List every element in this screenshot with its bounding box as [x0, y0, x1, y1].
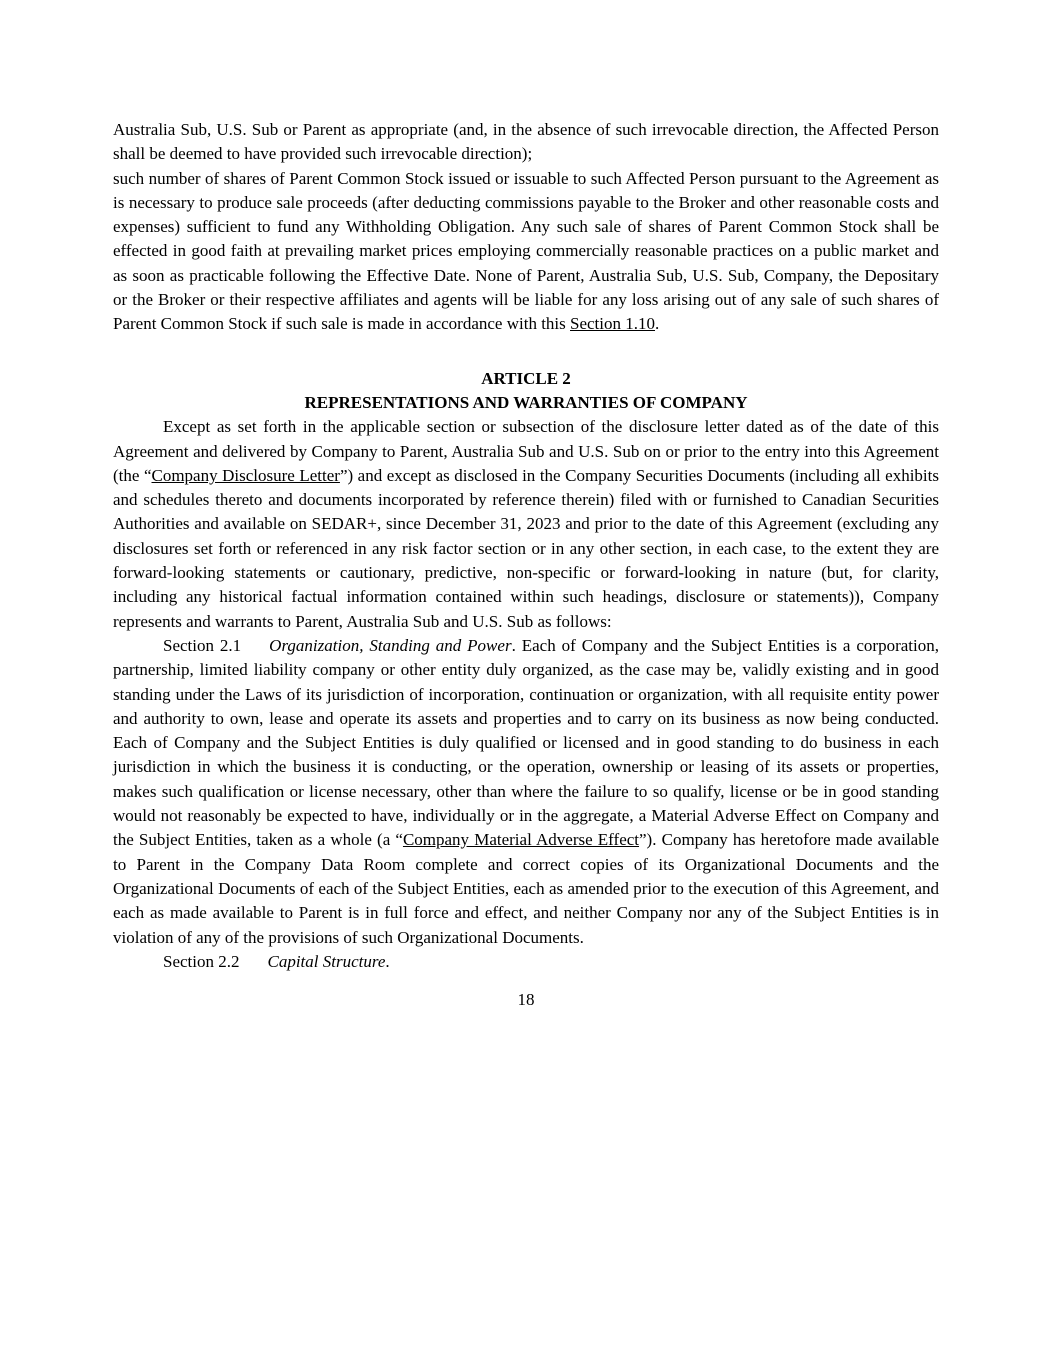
section-1-10-cross-reference: Section 1.10 [570, 314, 656, 334]
section-2-1-body-continued: ”). Company has heretofore made available to Parent in the Company Data Room complete and correct copies of its Organizational Documents and the Organizational Documents of each of the Subject Entities, each as amended prior to the execution of this Agreement, and each as made available to Parent is in full force and effect, and neither Company nor any of the Subject Entities is in violation of any of the provisions of such Organizational Documents. [113, 830, 939, 947]
page-number: 18 [517, 990, 535, 1010]
lead-in-text: Except as set forth in the applicable section or subsection of the disclosure letter dated as of the date of this Agreement and delivered by Company to Parent, Australia Sub and U.S. Sub on or prior to the entry into this Agreement (the “ [113, 417, 939, 485]
defined-term-company-material-adverse-effect: Company Material Adverse Effect [402, 830, 640, 850]
section-2-2-label: Section 2.2 [163, 951, 240, 971]
article-title: REPRESENTATIONS AND WARRANTIES OF COMPANY [304, 392, 748, 412]
lead-in-text-continued: ”) and except as disclosed in the Company Securities Documents (including all exhibits and schedules thereto and documents incorporated by reference therein) filed with or furnished to Canadian Securities Authorities and available on SEDAR+, since December 31, 2023 and prior to the date of this Agreement (excluding any disclosures set forth or referenced in any risk factor section or in any other section, in each case, to the extent they are forward-looking statements or cautionary, predictive, non-specific or forward-looking in nature (but, for clarity, including any historical factual information contained within such headings, disclosure or statements)), Company represents and warrants to Parent, Australia Sub and U.S. Sub as follows: [113, 465, 939, 631]
section-2-2-title: Capital Structure [267, 951, 386, 971]
clause-2-period: . [655, 314, 660, 334]
clause-2-text: such number of shares of Parent Common Stock issued or issuable to such Affected Person pursuant to the Agreement as is necessary to produce sale proceeds (after deducting commissions payable to the Broker and other reasonable costs and expenses) sufficient to fund any Withholding Obligation. Any such sale of shares of Parent Common Stock shall be effected in good faith at prevailing market prices employing commercially reasonable practices on a public market and as soon as practicable following the Effective Date. None of Parent, Australia Sub, U.S. Sub, Company, the Depositary or the Broker or their respective affiliates and agents will be liable for any loss arising out of any sale of such shares of Parent Common Stock if such sale is made in accordance with this [113, 168, 939, 334]
article-heading [113, 367, 939, 416]
section-2-1-paragraph [113, 634, 939, 950]
section-2-2-paragraph [113, 950, 939, 974]
clause-paragraph-2 [113, 167, 939, 337]
section-2-1-label: Section 2.1 [163, 635, 242, 655]
clause-paragraph-1 [113, 118, 939, 167]
section-2-2-period: . [385, 951, 390, 971]
article-2-lead-in-paragraph [113, 415, 939, 634]
section-2-1-title: Organization, Standing and Power [269, 635, 512, 655]
defined-term-company-disclosure-letter: Company Disclosure Letter [151, 465, 340, 485]
article-number: ARTICLE 2 [481, 368, 571, 388]
clause-1-text: Australia Sub, U.S. Sub or Parent as appropriate (and, in the absence of such irrevocable direction, the Affected Person shall be deemed to have provided such irrevocable direction); [113, 120, 939, 164]
section-2-1-body: . Each of Company and the Subject Entities is a corporation, partnership, limited liability company or other entity duly organized, as the case may be, validly existing and in good standing under the Laws of its jurisdiction of incorporation, continuation or organization, with all requisite entity power and authority to own, lease and operate its assets and properties and to carry on its business as now being conducted. Each of Company and the Subject Entities is duly qualified or licensed and in good standing to do business in each jurisdiction in which the business it is conducting, or the operation, ownership or leasing of its assets or properties, makes such qualification or license necessary, other than where the failure to so qualify, license or be in good standing would not reasonably be expected to have, individually or in the aggregate, a Material Adverse Effect on Company and the Subject Entities, taken as a whole (a “ [113, 635, 939, 850]
